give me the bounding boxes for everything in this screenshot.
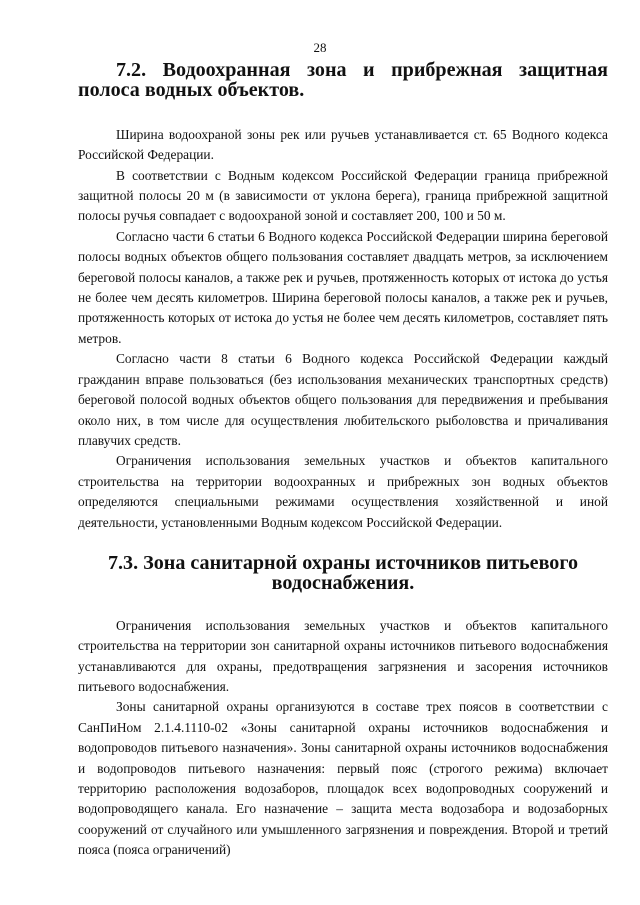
- section-heading: 7.2. Водоохранная зона и прибрежная защитная полоса водных объектов.: [78, 59, 608, 102]
- paragraph: Согласно части 8 статьи 6 Водного кодекса Российской Федерации каждый гражданин вправе пользоваться (без использования механических транспортных средств) береговой полосой водных объектов общего пользования для передвижения и пребывания около них, в том числе для осуществления любительского рыболовства и причаливания плавучих средств.: [78, 351, 608, 448]
- paragraph: Согласно части 6 статьи 6 Водного кодекса Российской Федерации ширина береговой полосы водных объектов общего пользования составляет двадцать метров, за исключением береговой полосы каналов, а также рек и ручьев, протяженность которых от истока до устья не более чем десять километров. Ширина береговой полосы каналов, а также рек и ручьев, протяженность которых от истока до устья не более чем десять километров, составляет пять метров.: [78, 228, 608, 346]
- page-number: 28: [313, 40, 327, 55]
- paragraph: Зоны санитарной охраны организуются в составе трех поясов в соответствии с СанПиНом 2.1.4.1110-02 «Зоны санитарной охраны источников водоснабжения и водопроводов питьевого назначения». Зоны санитарной охраны источников водоснабжения и водопроводов питьевого назначения: первый пояс (строгого режима) включает территорию расположения водозаборов, площадок всех водопроводных сооружений и водопроводящего канала. Его назначение – защита места водозабора и водозаборных сооружений от случайного или умышленного загрязнения и повреждения. Второй и третий пояса (пояса ограничений): [78, 699, 608, 858]
- paragraph: В соответствии с Водным кодексом Российской Федерации граница прибрежной защитной полосы 20 м (в зависимости от уклона берега), граница прибрежной защитной полосы ручья совпадает с водоохраной зоной и составляет 200, 100 и 50 м.: [78, 167, 608, 224]
- paragraph: Ширина водоохраной зоны рек или ручьев устанавливается ст. 65 Водного кодекса Российской Федерации.: [78, 126, 608, 163]
- paragraph: Ограничения использования земельных участков и объектов капитального строительства на территории зон санитарной охраны источников питьевого водоснабжения устанавливаются для охраны, предотвращения загрязнения и засорения источников питьевого водоснабжения.: [78, 617, 608, 694]
- document-body: [78, 60, 608, 861]
- section-water-protection-zone: [78, 60, 608, 533]
- section-heading: 7.3. Зона санитарной охраны источников питьевого водоснабжения.: [108, 551, 578, 595]
- paragraph: Ограничения использования земельных участков и объектов капитального строительства на территории водоохранных и прибрежных зон водных объектов определяются специальными режимами осуществления хозяйственной и иной деятельности, установленными Водным кодексом Российской Федерации.: [78, 453, 608, 530]
- section-sanitary-protection-zone: [78, 553, 608, 861]
